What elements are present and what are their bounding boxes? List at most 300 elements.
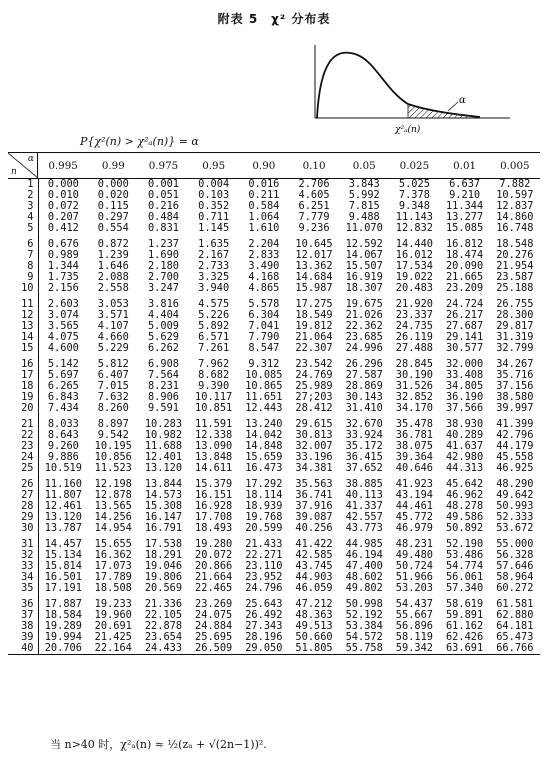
degrees-of-freedom: 13 (8, 321, 38, 332)
table-cell: 12.401 (144, 451, 183, 464)
table-row (8, 343, 540, 354)
table-cell: 55.000 (496, 537, 534, 550)
table-cell: 7.564 (147, 369, 179, 381)
table-cell: 0.216 (147, 200, 179, 213)
table-cell: 17.538 (144, 537, 183, 550)
table-cell: 27.587 (345, 369, 383, 381)
table-cell: 16.473 (245, 462, 283, 475)
table-cell: 19.812 (295, 320, 333, 333)
table-cell: 49.586 (445, 511, 484, 524)
table-cell: 29.050 (239, 643, 289, 655)
table-cell: 3.565 (47, 320, 79, 333)
table-cell: 36.190 (445, 391, 484, 404)
table-cell: 24.996 (345, 342, 383, 355)
table-cell: 28.869 (345, 380, 383, 393)
table-cell: 12.878 (94, 488, 132, 501)
table-cell: 0.831 (147, 222, 179, 235)
table-cell: 8.231 (147, 380, 179, 393)
table-cell: 25.989 (295, 380, 333, 393)
table-cell: 20.569 (144, 582, 183, 595)
table-cell: 22.878 (144, 619, 183, 632)
table-cell: 21.664 (195, 571, 233, 584)
table-cell: 48.363 (295, 608, 333, 621)
table-cell: 7.261 (198, 342, 230, 355)
table-cell: 9.210 (449, 189, 481, 202)
table-cell: 1.239 (97, 249, 129, 262)
table-row (8, 474, 540, 490)
table-cell: 22.362 (345, 320, 383, 333)
table-cell: 50.993 (496, 500, 534, 513)
table-cell: 6.908 (147, 357, 179, 370)
table-cell: 46.059 (295, 582, 333, 595)
table-cell: 5.229 (97, 342, 129, 355)
table-cell: 39.364 (395, 451, 433, 464)
table-cell: 12.837 (496, 200, 534, 213)
table-row (8, 403, 540, 414)
table-cell: 6.637 (449, 178, 481, 190)
table-cell: 58.619 (445, 597, 484, 610)
table-cell: 21.425 (94, 631, 132, 644)
table-cell: 9.886 (47, 451, 79, 464)
table-cell: 4.404 (147, 309, 179, 322)
table-cell: 15.134 (44, 548, 82, 561)
table-cell: 55.667 (395, 608, 433, 621)
table-cell: 27;203 (295, 391, 333, 404)
degrees-of-freedom: 27 (8, 490, 38, 501)
table-cell: 17.887 (44, 597, 82, 610)
table-cell: 20.090 (445, 260, 484, 273)
table-cell: 52.333 (496, 511, 534, 524)
degrees-of-freedom: 37 (8, 610, 38, 621)
degrees-of-freedom: 16 (8, 354, 38, 370)
table-cell: 9.260 (47, 440, 79, 453)
table-cell: 64.181 (496, 619, 534, 632)
table-cell: 29.817 (496, 320, 534, 333)
table-cell: 18.307 (345, 282, 383, 295)
table-cell: 42.980 (445, 451, 484, 464)
table-cell: 5.892 (198, 320, 230, 333)
table-row (8, 643, 540, 655)
table-cell: 31.410 (345, 402, 383, 415)
table-cell: 16.928 (195, 500, 233, 513)
table-cell: 30.143 (345, 391, 383, 404)
table-cell: 11.143 (395, 211, 433, 224)
table-cell: 5.226 (198, 309, 230, 322)
table-cell: 13.120 (44, 511, 82, 524)
footnote: 当 n>40 时，χ²ₐ(n) ≈ ½(zₐ + √(2n−1))². (50, 738, 267, 751)
chi-square-table (8, 152, 540, 655)
table-cell: 12.443 (245, 402, 283, 415)
table-cell: 40.646 (395, 462, 433, 475)
table-cell: 49.480 (395, 548, 433, 561)
table-cell: 10.117 (195, 391, 233, 404)
table-cell: 5.629 (147, 331, 179, 344)
table-cell: 10.597 (496, 189, 534, 202)
table-cell: 50.998 (345, 597, 383, 610)
degrees-of-freedom: 5 (8, 223, 38, 234)
table-cell: 53.203 (395, 582, 433, 595)
table-cell: 29.141 (445, 331, 484, 344)
table-cell: 1.635 (198, 237, 230, 250)
table-cell: 26.509 (189, 643, 239, 655)
table-cell: 2.706 (298, 178, 330, 190)
alpha-header: 0.995 (38, 153, 88, 179)
table-cell: 46.962 (445, 488, 484, 501)
table-row (8, 594, 540, 610)
table-cell: 11.070 (345, 222, 383, 235)
table-cell: 41.637 (445, 440, 484, 453)
table-row (8, 583, 540, 594)
table-cell: 7.779 (298, 211, 330, 224)
table-cell: 5.142 (47, 357, 79, 370)
table-cell: 42.796 (496, 428, 534, 441)
table-cell: 61.581 (496, 597, 534, 610)
table-cell: 48.278 (445, 500, 484, 513)
table-cell: 5.812 (97, 357, 129, 370)
table-cell: 10.982 (144, 428, 183, 441)
table-cell: 2.167 (198, 249, 230, 262)
table-cell: 60.272 (496, 582, 534, 595)
degrees-of-freedom: 12 (8, 310, 38, 321)
table-cell: 9.236 (298, 222, 330, 235)
table-cell: 34.381 (295, 462, 333, 475)
table-cell: 54.572 (345, 631, 383, 644)
table-cell: 31.526 (395, 380, 433, 393)
table-cell: 37.156 (496, 380, 534, 393)
degrees-of-freedom: 20 (8, 403, 38, 414)
corner-n: n (11, 167, 17, 177)
degrees-of-freedom: 17 (8, 370, 38, 381)
table-cell: 3.571 (97, 309, 129, 322)
table-cell: 7.790 (248, 331, 280, 344)
table-cell: 0.989 (47, 249, 79, 262)
degrees-of-freedom: 21 (8, 414, 38, 430)
degrees-of-freedom: 23 (8, 441, 38, 452)
table-cell: 44.313 (445, 462, 484, 475)
table-cell: 8.547 (248, 342, 280, 355)
table-cell: 0.051 (147, 189, 179, 202)
table-cell: 2.833 (248, 249, 280, 262)
table-cell: 23.337 (395, 309, 433, 322)
alpha-label: α (459, 95, 466, 106)
table-row (8, 414, 540, 430)
table-cell: 11.523 (94, 462, 132, 475)
table-cell: 0.484 (147, 211, 179, 224)
table-cell: 38.885 (345, 477, 383, 490)
table-cell: 53.384 (345, 619, 383, 632)
table-cell: 5.578 (248, 297, 280, 310)
table-cell: 14.848 (245, 440, 283, 453)
table-cell: 1.344 (47, 260, 79, 273)
table-cell: 17.191 (44, 582, 82, 595)
table-cell: 11.160 (44, 477, 82, 490)
table-cell: 0.010 (47, 189, 79, 202)
table-cell: 4.575 (198, 297, 230, 310)
degrees-of-freedom: 14 (8, 332, 38, 343)
table-row (8, 354, 540, 370)
degrees-of-freedom: 26 (8, 474, 38, 490)
table-cell: 9.591 (147, 402, 179, 415)
table-cell: 0.297 (97, 211, 129, 224)
table-cell: 4.075 (47, 331, 79, 344)
table-row (8, 523, 540, 534)
table-cell: 43.773 (345, 522, 383, 535)
table-cell: 59.342 (389, 643, 439, 655)
table-cell: 8.260 (97, 402, 129, 415)
table-cell: 0.207 (47, 211, 79, 224)
table-cell: 36.781 (395, 428, 433, 441)
table-cell: 51.966 (395, 571, 433, 584)
table-cell: 24.075 (195, 608, 233, 621)
table-cell: 30.813 (295, 428, 333, 441)
table-cell: 50.892 (445, 522, 484, 535)
alpha-header: 0.95 (189, 153, 239, 179)
table-cell: 17.275 (295, 297, 333, 310)
table-cell: 34.267 (496, 357, 534, 370)
table-cell: 41.422 (295, 537, 333, 550)
table-cell: 13.362 (295, 260, 333, 273)
table-cell: 22.105 (144, 608, 183, 621)
table-cell: 38.930 (445, 417, 484, 430)
degrees-of-freedom: 1 (8, 179, 38, 191)
probability-definition: P{χ²(n) > χ²ₐ(n)} = α (80, 135, 199, 148)
table-cell: 0.115 (97, 200, 129, 213)
table-row (8, 294, 540, 310)
table-cell: 3.490 (248, 260, 280, 273)
table-cell: 5.025 (398, 178, 430, 190)
table-cell: 3.325 (198, 271, 230, 284)
table-cell: 15.308 (144, 500, 183, 513)
table-cell: 27.343 (245, 619, 283, 632)
table-cell: 7.434 (47, 402, 79, 415)
table-cell: 16.362 (94, 548, 132, 561)
table-cell: 14.684 (295, 271, 333, 284)
table-cell: 18.474 (445, 249, 484, 262)
table-cell: 41.399 (496, 417, 534, 430)
table-cell: 47.212 (295, 597, 333, 610)
table-cell: 6.571 (198, 331, 230, 344)
table-cell: 4.107 (97, 320, 129, 333)
table-cell: 34.805 (445, 380, 484, 393)
table-cell: 19.022 (395, 271, 433, 284)
table-cell: 47.400 (345, 560, 383, 572)
table-cell: 21.026 (345, 309, 383, 322)
table-cell: 13.240 (245, 417, 283, 430)
degrees-of-freedom: 22 (8, 430, 38, 441)
table-cell: 13.090 (195, 440, 233, 453)
table-cell: 9.390 (198, 380, 230, 393)
table-cell: 20.483 (395, 282, 433, 295)
table-cell: 14.954 (94, 522, 132, 535)
table-cell: 13.787 (44, 522, 82, 535)
table-cell: 24.884 (195, 619, 233, 632)
degrees-of-freedom: 4 (8, 212, 38, 223)
table-cell: 39.087 (295, 511, 333, 524)
table-row (8, 283, 540, 294)
table-cell: 45.558 (496, 451, 534, 464)
table-cell: 12.592 (345, 237, 383, 250)
table-cell: 44.461 (395, 500, 433, 513)
table-cell: 0.000 (97, 178, 129, 190)
table-cell: 15.085 (445, 222, 484, 235)
table-cell: 25.695 (195, 631, 233, 644)
table-cell: 40.289 (445, 428, 484, 441)
table-cell: 14.457 (44, 537, 82, 550)
table-cell: 9.312 (248, 357, 280, 370)
table-cell: 31.319 (496, 331, 534, 344)
table-cell: 53.486 (445, 548, 484, 561)
table-cell: 19.806 (144, 571, 183, 584)
table-cell: 11.591 (195, 417, 233, 430)
table-cell: 19.768 (245, 511, 283, 524)
table-cell: 11.344 (445, 200, 484, 213)
table-cell: 19.280 (195, 537, 233, 550)
table-cell: 16.791 (144, 522, 183, 535)
table-cell: 18.114 (245, 488, 283, 501)
table-cell: 15.814 (44, 560, 82, 572)
table-cell: 0.072 (47, 200, 79, 213)
table-cell: 20.866 (195, 560, 233, 572)
table-cell: 32.007 (295, 440, 333, 453)
table-cell: 0.412 (47, 222, 79, 235)
table-cell: 2.700 (147, 271, 179, 284)
table-cell: 27.488 (395, 342, 433, 355)
alpha-header: 0.99 (88, 153, 138, 179)
table-row (8, 463, 540, 474)
degrees-of-freedom: 28 (8, 501, 38, 512)
table-cell: 14.860 (496, 211, 534, 224)
table-cell: 16.919 (345, 271, 383, 284)
degrees-of-freedom: 31 (8, 534, 38, 550)
density-curve (317, 53, 480, 118)
table-cell: 44.903 (295, 571, 333, 584)
table-cell: 13.565 (94, 500, 132, 513)
table-cell: 32.670 (345, 417, 383, 430)
table-cell: 4.168 (248, 271, 280, 284)
table-cell: 24.724 (445, 297, 484, 310)
table-cell: 37.916 (295, 500, 333, 513)
table-cell: 7.041 (248, 320, 280, 333)
table-cell: 19.994 (44, 631, 82, 644)
table-cell: 40.113 (345, 488, 383, 501)
degrees-of-freedom: 36 (8, 594, 38, 610)
table-cell: 6.265 (47, 380, 79, 393)
table-cell: 15.379 (195, 477, 233, 490)
table-cell: 30.190 (395, 369, 433, 381)
table-cell: 14.440 (395, 237, 433, 250)
alpha-header: 0.975 (138, 153, 188, 179)
table-cell: 0.020 (97, 189, 129, 202)
table-cell: 46.194 (345, 548, 383, 561)
table-cell: 0.352 (198, 200, 230, 213)
table-cell: 22.164 (88, 643, 138, 655)
table-cell: 56.896 (395, 619, 433, 632)
table-cell: 0.711 (198, 211, 230, 224)
table-cell: 1.237 (147, 237, 179, 250)
table-cell: 8.682 (198, 369, 230, 381)
table-cell: 32.799 (496, 342, 534, 355)
table-cell: 23.542 (295, 357, 333, 370)
table-cell: 26.755 (496, 297, 534, 310)
table-cell: 1.735 (47, 271, 79, 284)
degrees-of-freedom: 9 (8, 272, 38, 283)
table-cell: 11.688 (144, 440, 183, 453)
table-cell: 4.605 (298, 189, 330, 202)
table-cell: 48.602 (345, 571, 383, 584)
table-cell: 12.461 (44, 500, 82, 513)
table-cell: 20.706 (38, 643, 88, 655)
table-cell: 2.088 (97, 271, 129, 284)
table-cell: 25.643 (245, 597, 283, 610)
table-cell: 28.300 (496, 309, 534, 322)
table-cell: 62.880 (496, 608, 534, 621)
table-cell: 63.691 (440, 643, 490, 655)
table-cell: 37.652 (345, 462, 383, 475)
table-cell: 52.190 (445, 537, 484, 550)
degrees-of-freedom: 39 (8, 632, 38, 643)
table-cell: 6.304 (248, 309, 280, 322)
table-cell: 35.716 (496, 369, 534, 381)
table-cell: 6.251 (298, 200, 330, 213)
table-cell: 12.198 (94, 477, 132, 490)
table-cell: 23.269 (195, 597, 233, 610)
table-cell: 11.651 (245, 391, 283, 404)
table-cell: 42.557 (345, 511, 383, 524)
table-cell: 56.061 (445, 571, 484, 584)
table-cell: 20.072 (195, 548, 233, 561)
table-cell: 2.156 (47, 282, 79, 295)
table-cell: 0.554 (97, 222, 129, 235)
table-cell: 18.508 (94, 582, 132, 595)
table-cell: 58.119 (395, 631, 433, 644)
table-cell: 2.733 (198, 260, 230, 273)
table-cell: 17.708 (195, 511, 233, 524)
table-cell: 15.507 (345, 260, 383, 273)
table-cell: 43.194 (395, 488, 433, 501)
table-cell: 15.659 (245, 451, 283, 464)
table-cell: 48.290 (496, 477, 534, 490)
quantile-label: χ²ₐ(n) (395, 125, 421, 135)
table-cell: 1.646 (97, 260, 129, 273)
table-cell: 21.954 (496, 260, 534, 273)
table-cell: 22.307 (295, 342, 333, 355)
table-cell: 26.217 (445, 309, 484, 322)
table-cell: 45.642 (445, 477, 484, 490)
table-cell: 0.001 (147, 178, 179, 190)
table-cell: 26.492 (245, 608, 283, 621)
table-cell: 20.599 (245, 522, 283, 535)
table-cell: 27.687 (445, 320, 484, 333)
table-cell: 50.724 (395, 560, 433, 572)
table-cell: 17.292 (245, 477, 283, 490)
table-cell: 3.074 (47, 309, 79, 322)
table-cell: 14.042 (245, 428, 283, 441)
table-cell: 51.805 (289, 643, 339, 655)
table-cell: 19.960 (94, 608, 132, 621)
table-cell: 65.473 (496, 631, 534, 644)
table-cell: 11.807 (44, 488, 82, 501)
table-cell: 10.519 (44, 462, 82, 475)
degrees-of-freedom: 30 (8, 523, 38, 534)
table-cell: 14.256 (94, 511, 132, 524)
table-cell: 33.196 (295, 451, 333, 464)
table-cell: 28.845 (395, 357, 433, 370)
table-cell: 18.939 (245, 500, 283, 513)
table-cell: 17.073 (94, 560, 132, 572)
table-cell: 21.064 (295, 331, 333, 344)
table-cell: 13.120 (144, 462, 183, 475)
table-cell: 66.766 (490, 643, 540, 655)
